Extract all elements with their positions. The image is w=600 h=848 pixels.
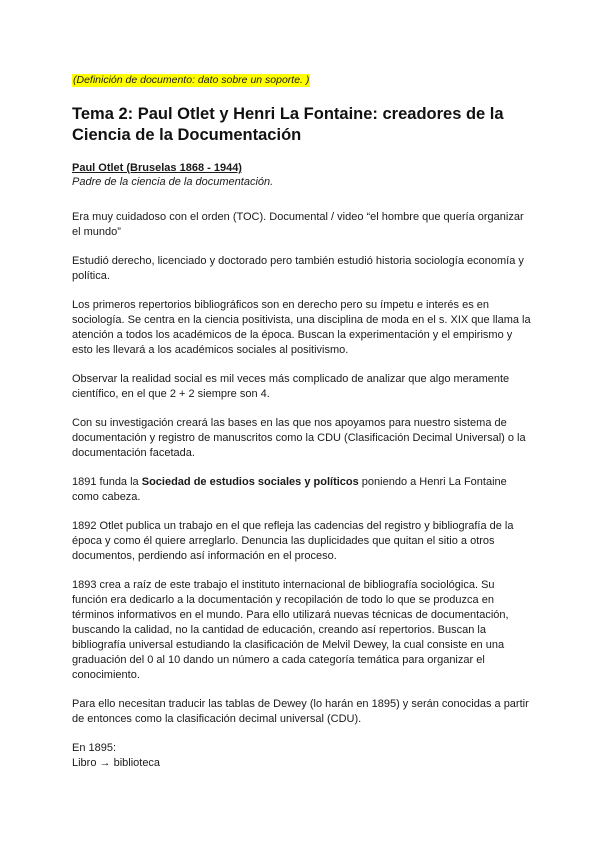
paragraph-studies: Estudió derecho, licenciado y doctorado pero también estudió historia sociología economía y política.: [72, 255, 524, 282]
society-name: Sociedad de estudios sociales y políticos: [141, 476, 359, 488]
paragraph-order: Era muy cuidadoso con el orden (TOC). Documental / video “el hombre que quería organizar el mundo”: [72, 211, 524, 238]
paragraph-dewey-translation: Para ello necesitan traducir las tablas de Dewey (lo harán en 1895) y serán conocidas a partir de entonces como la clasificación decimal universal (CDU).: [72, 698, 529, 725]
page-title: Tema 2: Paul Otlet y Henri La Fontaine: creadores de la Ciencia de la Documentación: [72, 105, 504, 144]
document-page: [72, 70, 532, 771]
subject-subtitle: Padre de la ciencia de la documentación.: [72, 176, 274, 188]
highlighted-definition-note: (Definición de documento: dato sobre un soporte. ): [73, 74, 310, 86]
year-1895-line: En 1895:: [72, 742, 117, 754]
paragraph-1891-post: poniendo a Henri La Fontaine como cabeza.: [72, 476, 507, 503]
paragraph-social-reality: Observar la realidad social es mil veces más complicado de analizar que algo meramente científico, en el que 2 + 2 siempre son 4.: [72, 373, 510, 400]
paragraph-repertories: Los primeros repertorios bibliográficos son en derecho pero su ímpetu e interés es en sociología. Se centra en la ciencia positivista, una disciplina de moda en el s. XIX que llama la atención a todos los académicos de la época. Buscan la experimentación y el empirismo y esto les llevará a los académicos sociales al positivismo.: [72, 299, 531, 356]
paragraph-investigation: Con su investigación creará las bases en las que nos apoyamos para nuestro sistema de documentación y registro de manuscritos como la CDU (Clasificación Decimal Universal) o la documentación facetada.: [72, 417, 526, 459]
book-library-line: Libro → biblioteca: [72, 757, 161, 769]
paragraph-1891: [72, 475, 532, 505]
subject-name: Paul Otlet (Bruselas 1868 - 1944): [72, 162, 242, 174]
paragraph-1891-pre: 1891 funda la: [72, 476, 142, 488]
paragraph-1892: 1892 Otlet publica un trabajo en el que refleja las cadencias del registro y bibliografía de la época y como él quiere arreglarlo. Denuncia las duplicidades que quitan el sitio a otros documentos, perdiendo así información en el proceso.: [72, 520, 514, 562]
final-notes: [72, 741, 532, 771]
paragraph-1893: 1893 crea a raíz de este trabajo el instituto internacional de bibliografía sociológica. Su función era dedicarlo a la documentación y recopilación de todo lo que se produzca en términos informativos en el mundo. Para ello utilizará nuevas técnicas de documentación, buscando la calidad, no la cantidad de educación, creando así repertorios. Buscan la bibliografía universal estudiando la clasificación de Melvil Dewey, la cual consiste en una graduación del 0 al 10 dando un número a cada categoría temática para organizar el conocimiento.: [72, 579, 509, 681]
subject-block: [72, 161, 532, 189]
